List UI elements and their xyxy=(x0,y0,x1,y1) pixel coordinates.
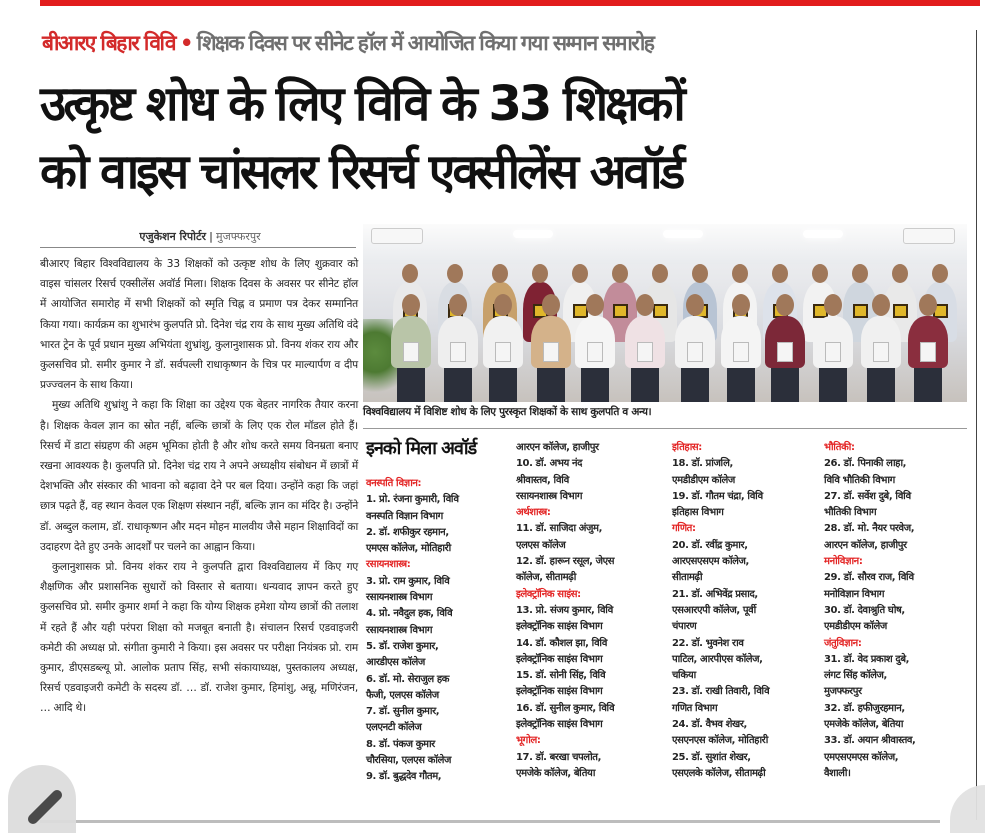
person-legs xyxy=(727,368,755,402)
award-entry: विवि भौतिकी विभाग xyxy=(824,474,895,486)
body-paragraph: कुलानुशासक प्रो. विनय शंकर राय ने कुलपति द्वारा विश्वविद्यालय में किए गए शैक्षणिक और प्रशासनिक सुधारों को विस्तार से बताया। धन्यवाद ज्ञापन करते हुए कुलसचिव प्रो. समीर कुमार शर्मा ने कहा कि योग्य शिक्षक हमेशा योग्य छात्रों की तलाश में रहते हैं और यही परंपरा शिक्षा को मजबूत बनाती है। संचालन रिसर्च एडवाइजरी कमेटी की अध्यक्ष प्रो. संगीता कुमारी ने किया। इस अवसर पर परीक्षा नियंत्रक प्रो. राम कुमार, डीएसडब्ल्यू प्रो. आलोक प्रताप सिंह, सभी संकायाध्यक्ष, पुस्तकालय अध्यक्ष, रिसर्च एडवाइजरी कमेटी के सदस्य डॉ. … डॉ. राजेश कुमार, हिमांशु, अन्नू, मणिरंजन, … आदि थे। xyxy=(40,561,358,715)
caption-divider xyxy=(363,428,967,429)
person-legs xyxy=(914,368,942,402)
award-entry: सीतामढ़ी xyxy=(672,572,703,584)
certificate xyxy=(543,342,559,362)
certificate xyxy=(637,342,653,362)
person-head xyxy=(686,294,704,316)
body-paragraph: मुख्य अतिथि शुभ्रांशु ने कहा कि शिक्षा का उद्देश्य एक बेहतर नागरिक तैयार करना है। शिक्षक केवल ज्ञान का स्रोत नहीं, बल्कि छात्रों के लिए एक रोल मॉडल होते हैं। रिसर्च में डाटा संग्रहण की अहम भूमिका होती है और शोध करते समय विनम्रता बनाए रखना आवश्यक है। कुलपति प्रो. दिनेश चंद्र राय ने अपने अध्यक्षीय संबोधन में छात्रों में देशभक्ति और संस्कार की भावना को बढ़ावा देने पर बल दिया। उन्होंने कहा कि जहां छात्र पढ़ते हैं, वह स्थान केवल एक शिक्षण संस्थान नहीं, बल्कि ज्ञान का मंदिर है। उन्होंने डॉ. अब्दुल कलाम, डॉ. राधाकृष्णन और मदन मोहन मालवीय जैसे महान शिक्षाविदों का उदाहरण देते हुए उनके आदर्शों पर चलने का आह्वान किया। xyxy=(40,399,358,553)
award-category: वनस्पति विज्ञान: xyxy=(366,478,422,489)
award-entry: इतिहास विभाग xyxy=(672,507,724,519)
person-head xyxy=(872,294,890,316)
ceiling-light xyxy=(803,230,843,238)
award-entry: एसआरएपी कॉलेज, पूर्वी xyxy=(672,604,756,616)
certificate xyxy=(587,342,603,362)
award-entry: एमजेके कॉलेज, बेतिया xyxy=(516,767,596,779)
award-entry: 25. डॉ. सुशांत शेखर, xyxy=(672,751,751,763)
person-head xyxy=(494,294,512,316)
person-head xyxy=(532,264,548,283)
byline-divider xyxy=(40,247,356,248)
ac-unit xyxy=(371,228,423,244)
award-entry: 3. प्रो. राम कुमार, विवि xyxy=(366,575,450,587)
award-entry: एसएलके कॉलेज, सीतामढ़ी xyxy=(672,767,766,779)
award-entry: रसायनशास्त्र विभाग xyxy=(366,592,433,604)
award-category: इलेक्ट्रॉनिक साइंस: xyxy=(516,588,581,600)
award-category: भौतिकी: xyxy=(824,442,855,453)
awards-box-title: इनको मिला अवॉर्ड xyxy=(366,438,477,459)
award-entry: 23. डॉ. राखी तिवारी, विवि xyxy=(672,686,770,698)
award-entry: 6. डॉ. मो. सेराजुल हक xyxy=(366,673,450,685)
edit-button[interactable] xyxy=(8,765,76,833)
pencil-icon xyxy=(26,788,64,826)
award-entry: 31. डॉ. वेद प्रकाश दुबे, xyxy=(824,653,910,665)
certificate xyxy=(733,342,749,362)
person-head xyxy=(652,264,668,283)
award-entry: 22. डॉ. भुवनेश राव xyxy=(672,637,744,649)
award-entry: 16. डॉ. सुनील कुमार, विवि xyxy=(516,702,615,714)
award-entry: चंपारण xyxy=(672,621,697,633)
person-head xyxy=(542,294,560,316)
award-entry: एमडीडीएम कॉलेज xyxy=(824,621,887,633)
person-head xyxy=(776,294,794,316)
person-head xyxy=(449,294,467,316)
awards-column-3 xyxy=(672,440,820,782)
award-entry: 10. डॉ. अभय नंद xyxy=(516,458,583,470)
award-entry: चकिया xyxy=(672,670,696,682)
award-entry: कॉलेज, सीतामढ़ी xyxy=(516,572,576,584)
person-legs xyxy=(581,368,609,402)
person-legs xyxy=(537,368,565,402)
award-entry: आरएसएसएम कॉलेज, xyxy=(672,556,749,568)
certificate xyxy=(920,342,936,362)
award-category: रसायनशास्त्र: xyxy=(366,559,411,571)
award-entry: इलेक्ट्रॉनिक साइंस विभाग xyxy=(516,653,603,665)
masthead-red-band xyxy=(40,0,980,6)
award-plaque xyxy=(893,304,908,318)
award-entry: 27. डॉ. सर्वेश दुबे, विवि xyxy=(824,490,911,502)
ceiling-light xyxy=(513,230,553,238)
person-legs xyxy=(489,368,517,402)
award-entry: एमएस कॉलेज, मोतिहारी xyxy=(366,543,451,555)
award-entry: एलएस कॉलेज xyxy=(516,539,566,551)
awards-column-1 xyxy=(366,476,514,786)
person-head xyxy=(732,264,748,283)
body-paragraph: बीआरए बिहार विश्वविद्यालय के 33 शिक्षकों को उत्कृष्ट शोध के लिए शुक्रवार को वाइस चांसलर रिसर्च एक्सीलेंस अवॉर्ड मिला। शिक्षक दिवस के अवसर पर सीनेट हॉल में आयोजित समारोह में सभी शिक्षकों को स्मृति चिह्न व प्रमाण पत्र देकर सम्मानित किया गया। कार्यक्रम का शुभारंभ कुलपति प्रो. दिनेश चंद्र राय के साथ मुख्य अतिथि वंदे भारत ट्रेन के पूर्व प्रधान मुख्य अभियंता शुभ्रांशु, कुलानुशासक प्रो. विनय शंकर राय और कुलसचिव प्रो. समीर कुमार ने डॉ. सर्वपल्ली राधाकृष्णन के चित्र पर माल्यार्पण व दीप प्रज्ज्वलन के साथ किया। xyxy=(40,258,358,392)
person-head xyxy=(402,294,420,316)
certificate xyxy=(873,342,889,362)
person-legs xyxy=(397,368,425,402)
award-entry: 9. डॉ. बुद्धदेव गौतम, xyxy=(366,771,442,783)
article-kicker xyxy=(42,26,967,60)
award-entry: श्रीवास्तव, विवि xyxy=(516,474,569,486)
byline xyxy=(40,229,360,244)
award-entry: 20. डॉ. रवींद्र कुमार, xyxy=(672,539,748,551)
award-entry: 7. डॉ. सुनील कुमार, xyxy=(366,706,440,718)
award-entry: भौतिकी विभाग xyxy=(824,507,877,519)
kicker-subtitle: शिक्षक दिवस पर सीनेट हॉल में आयोजित किया गया सम्मान समारोह xyxy=(196,31,654,55)
award-entry: एमजेके कॉलेज, बेतिया xyxy=(824,719,904,731)
byline-separator: | xyxy=(209,230,214,243)
award-entry: चौरसिया, एलएस कॉलेज xyxy=(366,755,452,767)
award-category: जंतुविज्ञान: xyxy=(824,637,862,649)
person-head xyxy=(586,294,604,316)
award-entry: 4. प्रो. नवैदुल हक, विवि xyxy=(366,608,453,620)
page-bottom-rule xyxy=(40,820,940,823)
person-legs xyxy=(771,368,799,402)
person-head xyxy=(402,264,418,283)
person-head xyxy=(447,264,463,283)
corner-overlay-button[interactable] xyxy=(950,785,985,833)
award-category: इतिहास: xyxy=(672,442,702,453)
person-head xyxy=(932,264,948,283)
award-entry: 8. डॉ. पंकज कुमार xyxy=(366,738,435,750)
person-head xyxy=(636,294,654,316)
award-entry: 11. डॉ. साजिदा अंजुम, xyxy=(516,523,602,535)
award-entry: फैजी, एलएस कॉलेज xyxy=(366,689,439,701)
award-entry: मुजफ्फरपुर xyxy=(824,686,862,698)
award-entry: एमएसएमएस कॉलेज, xyxy=(824,751,899,763)
awards-column-4 xyxy=(824,440,972,782)
awards-column-2 xyxy=(516,440,664,782)
person-head xyxy=(492,264,508,283)
person-head xyxy=(812,264,828,283)
person-legs xyxy=(631,368,659,402)
certificate xyxy=(687,342,703,362)
award-entry: 33. डॉ. अयान श्रीवास्तव, xyxy=(824,735,916,747)
person-head xyxy=(892,264,908,283)
certificate xyxy=(403,342,419,362)
award-entry: 1. प्रो. रंजना कुमारी, विवि xyxy=(366,494,459,506)
award-entry: आरडीएस कॉलेज xyxy=(366,657,425,669)
ac-unit xyxy=(903,228,955,244)
certificate xyxy=(495,342,511,362)
award-category: मनोविज्ञान: xyxy=(824,556,863,568)
award-entry: 30. डॉ. देवाश्रुति घोष, xyxy=(824,604,905,616)
award-entry: इलेक्ट्रॉनिक साइंस विभाग xyxy=(516,621,603,633)
award-entry: लंगट सिंह कॉलेज, xyxy=(824,670,887,682)
award-entry: आरएन कॉलेज, हाजीपुर xyxy=(516,442,599,453)
person-head xyxy=(852,264,868,283)
certificate xyxy=(825,342,841,362)
person-legs xyxy=(681,368,709,402)
award-plaque xyxy=(613,304,628,318)
person-legs xyxy=(867,368,895,402)
kicker-brand: बीआरए बिहार विवि xyxy=(42,31,175,55)
award-entry: 18. डॉ. प्रांजलि, xyxy=(672,458,733,470)
group-photo xyxy=(363,224,967,402)
award-entry: वनस्पति विज्ञान विभाग xyxy=(366,510,443,522)
article-body xyxy=(40,254,358,719)
person-legs xyxy=(819,368,847,402)
award-category: अर्थशास्त्र: xyxy=(516,507,551,519)
person-head xyxy=(919,294,937,316)
award-entry: 28. डॉ. मो. नैयर परवेज, xyxy=(824,523,915,535)
person-head xyxy=(732,294,750,316)
article-headline xyxy=(40,70,970,206)
award-entry: 17. डॉ. बरखा चपलोत, xyxy=(516,751,601,763)
person-legs xyxy=(444,368,472,402)
award-entry: इलेक्ट्रॉनिक साइंस विभाग xyxy=(516,686,603,698)
award-entry: एलएनटी कॉलेज xyxy=(366,722,422,734)
award-entry: गणित विभाग xyxy=(672,702,718,714)
award-entry: आरएन कॉलेज, हाजीपुर xyxy=(824,539,907,551)
award-entry: इलेक्ट्रॉनिक साइंस विभाग xyxy=(516,719,603,731)
award-entry: 29. डॉ. सौरव राज, विवि xyxy=(824,572,914,584)
award-entry: 15. डॉ. सोनी सिंह, विवि xyxy=(516,670,606,682)
award-entry: रसायनशास्त्र विभाग xyxy=(516,490,583,502)
person-head xyxy=(824,294,842,316)
award-entry: एसएनएस कॉलेज, मोतिहारी xyxy=(672,735,768,747)
person-head xyxy=(612,264,628,283)
award-entry: एमडीडीएम कॉलेज xyxy=(672,474,735,486)
award-entry: 5. डॉ. राजेश कुमार, xyxy=(366,640,439,652)
award-category: गणित: xyxy=(672,523,696,535)
award-category: भूगोल: xyxy=(516,735,541,747)
certificate xyxy=(777,342,793,362)
award-plaque xyxy=(653,304,668,318)
award-entry: 14. डॉ. कौशल झा, विवि xyxy=(516,637,608,649)
byline-reporter: एजुकेशन रिपोर्टर xyxy=(139,230,206,243)
column-divider xyxy=(976,30,977,820)
award-entry: 26. डॉ. पिनाकी लाहा, xyxy=(824,458,907,470)
award-entry: 13. प्रो. संजय कुमार, विवि xyxy=(516,604,613,616)
award-entry: 32. डॉ. हफीजुरहमान, xyxy=(824,702,905,714)
photo-caption: विश्वविद्यालय में विशिष्ट शोध के लिए पुरस्कृत शिक्षकों के साथ कुलपति व अन्य। xyxy=(363,406,652,418)
byline-place: मुजफ्फरपुर xyxy=(216,230,261,243)
award-entry: 24. डॉ. वैभव शेखर, xyxy=(672,719,747,731)
award-entry: मनोविज्ञान विभाग xyxy=(824,588,885,600)
award-entry: 19. डॉ. गौतम चंद्रा, विवि xyxy=(672,490,763,502)
award-entry: 2. डॉ. शफीकुर रहमान, xyxy=(366,526,449,538)
person-head xyxy=(572,264,588,283)
award-entry: वैशाली। xyxy=(824,767,851,779)
headline-line-2: को वाइस चांसलर रिसर्च एक्सीलेंस अवॉर्ड xyxy=(40,144,683,200)
certificate xyxy=(450,342,466,362)
award-entry: रसायनशास्त्र विभाग xyxy=(366,624,433,636)
award-entry: 12. डॉ. हारून रसूल, जेएस xyxy=(516,556,615,568)
ceiling-light xyxy=(663,230,703,238)
award-entry: 21. डॉ. अभिवेंद्र प्रसाद, xyxy=(672,588,758,600)
award-entry: पाटिल, आरपीएस कॉलेज, xyxy=(672,653,763,665)
headline-line-1: उत्कृष्ट शोध के लिए विवि के 33 शिक्षकों xyxy=(40,76,683,132)
award-plaque xyxy=(853,304,868,318)
person-head xyxy=(772,264,788,283)
kicker-separator: • xyxy=(179,31,192,55)
person-head xyxy=(692,264,708,283)
